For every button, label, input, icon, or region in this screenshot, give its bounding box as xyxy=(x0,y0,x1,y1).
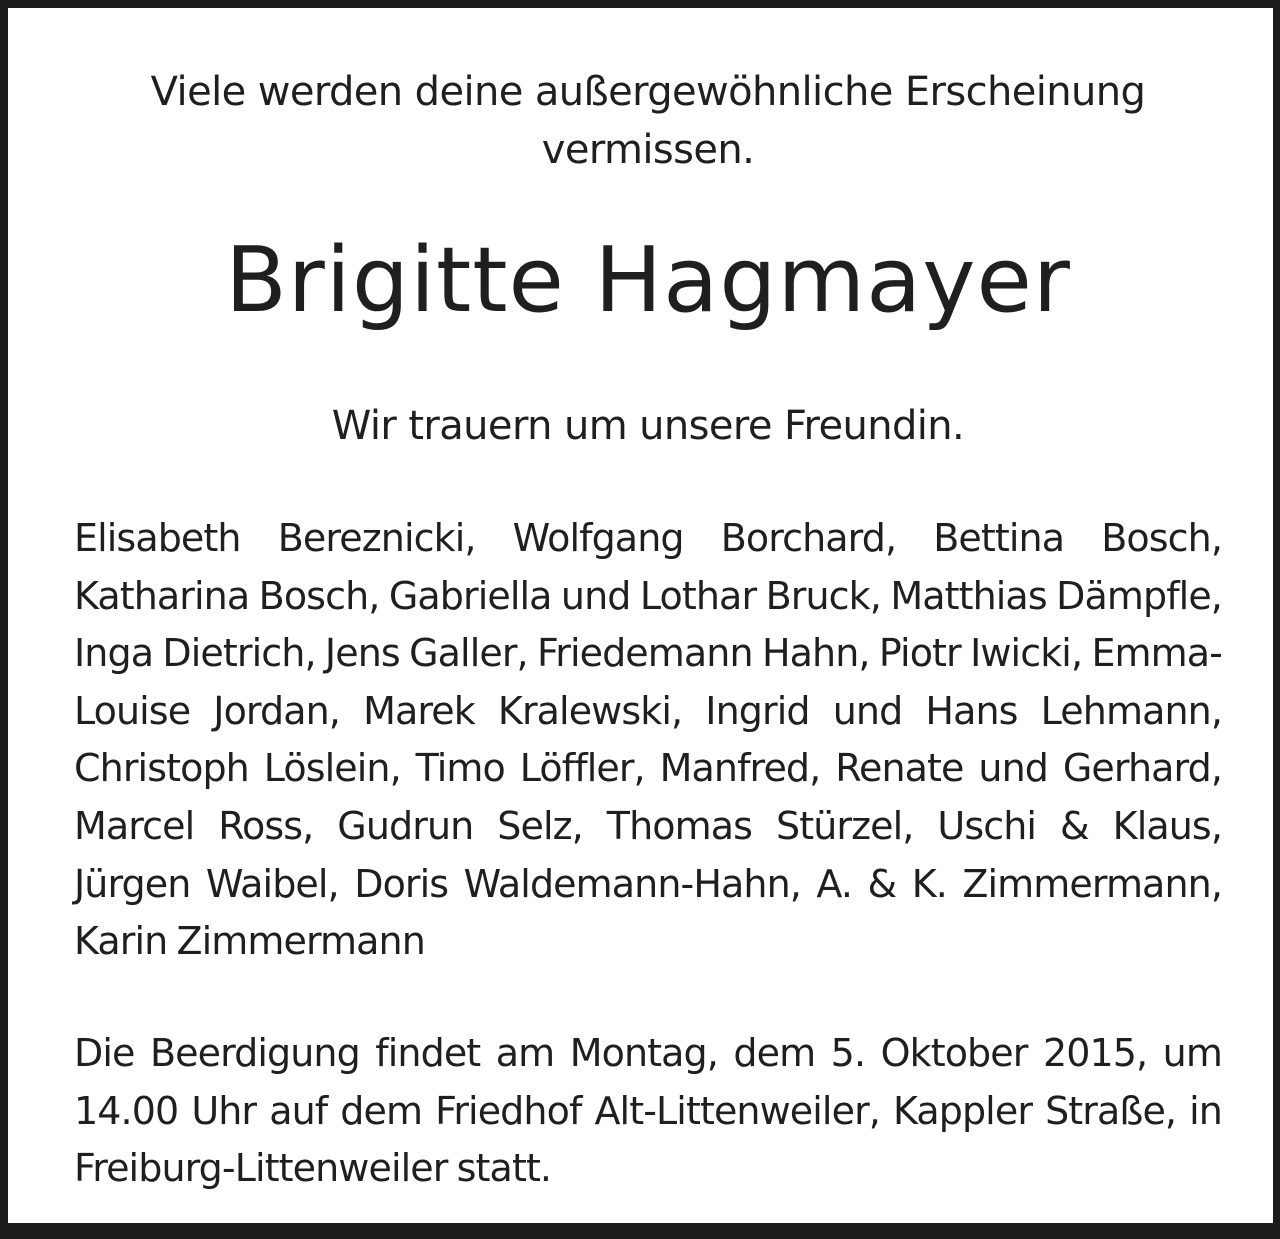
mourning-line: Wir trauern um unsere Freundin. xyxy=(331,403,965,449)
intro-quote: Viele werden deine außergewöhnliche Erscheinung vermissen. xyxy=(150,69,1146,173)
mourners-list: Elisabeth Bereznicki, Wolfgang Borchard, Bettina Bosch, Katharina Bosch, Gabriella und Lothar Bruck, Matthias Dämpfle, Inga Dietrich, Jens Galler, Friedemann Hahn, Piotr Iwicki, Emma-Louise Jordan, Marek Kralewski, Ingrid und Hans Lehmann, Christoph Löslein, Timo Löffler, Manfred, Renate und Gerhard, Marcel Ross, Gudrun Selz, Thomas Stürzel, Uschi & Klaus, Jürgen Waibel, Doris Waldemann-Hahn, A. & K. Zimmermann, Karin Zimmermann xyxy=(74,516,1222,964)
funeral-details: Die Beerdigung findet am Montag, dem 5. Oktober 2015, um 14.00 Uhr auf dem Friedhof Alt-Littenweiler, Kappler Straße, in Freiburg-Littenweiler statt. xyxy=(74,1031,1222,1191)
deceased-name: Brigitte Hagmayer xyxy=(225,228,1071,333)
